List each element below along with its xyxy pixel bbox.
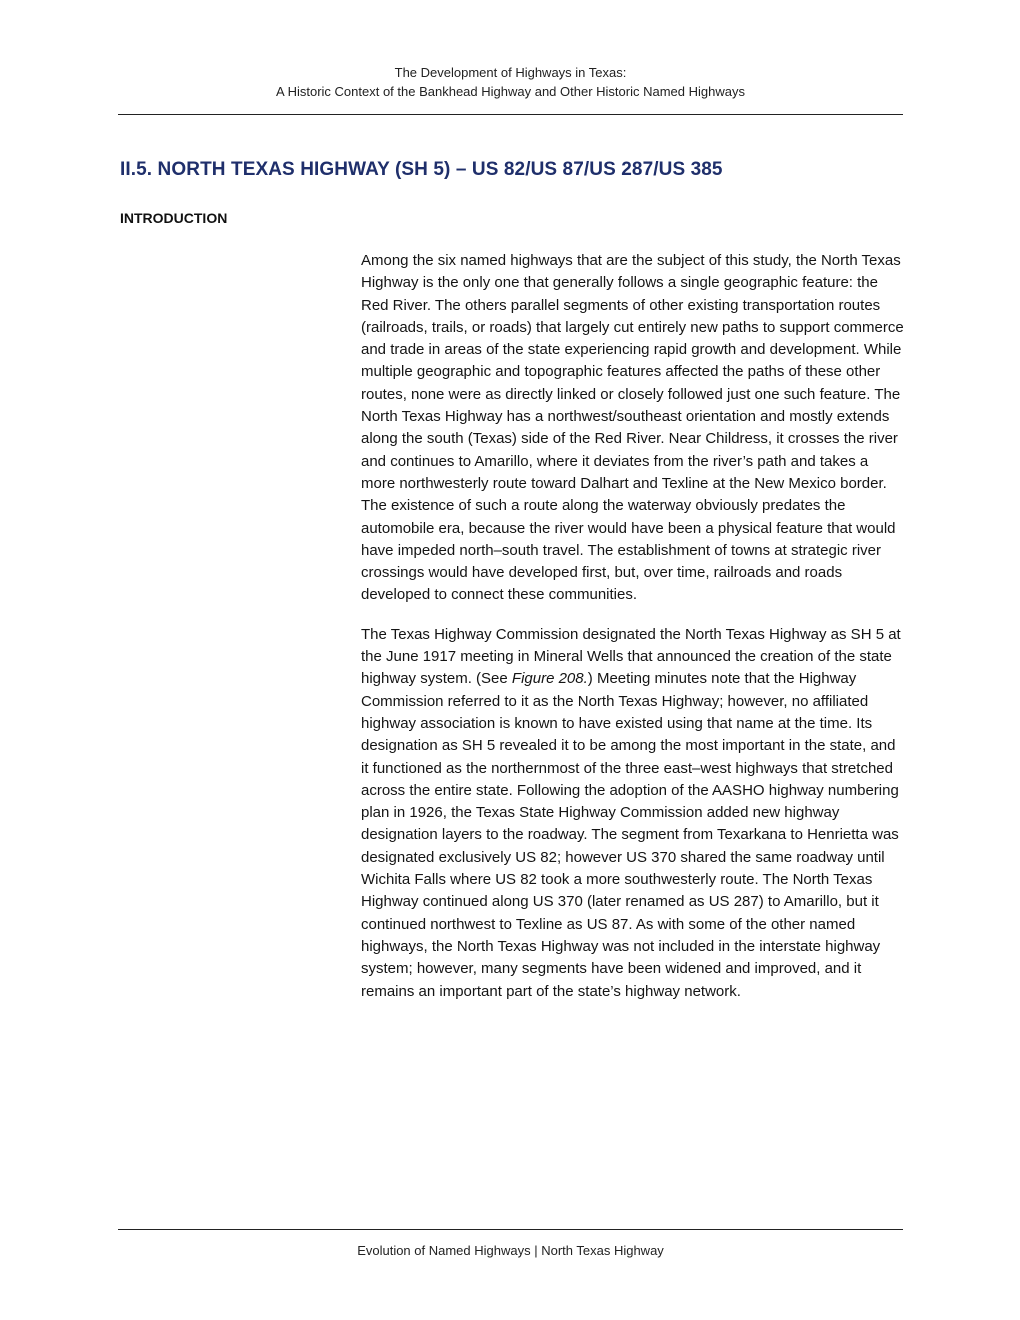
footer-divider [118, 1229, 903, 1230]
running-footer: Evolution of Named Highways | North Texas Highway [357, 1243, 664, 1258]
header-line-2: A Historic Context of the Bankhead Highway and Other Historic Named Highways [276, 84, 745, 99]
header-divider [118, 114, 903, 115]
figure-reference: Figure 208. [511, 670, 588, 688]
paragraph-2-part-1: The Texas Highway Commission designated the North Texas Highway as SH 5 at the June 1917 meeting in Mineral Wells that announced the creation of the state highway system. (See [361, 625, 901, 688]
introduction-heading: INTRODUCTION [120, 210, 228, 226]
paragraph-2 [361, 624, 906, 1003]
paragraph-2-part-2: ) Meeting minutes note that the Highway Commission referred to it as the North Texas Highway; however, no affiliated highway association is known to have existed using that name at the time. Its designation as SH 5 revealed it to be among the most important in the state, and it functioned as the northernmost of the three east–west highways that stretched across the entire state. Following the adoption of the AASHO highway numbering plan in 1926, the Texas State Highway Commission added new highway designation layers to the roadway. The segment from Texarkana to Henrietta was designated exclusively US 82; however US 370 shared the same roadway until Wichita Falls where US 82 took a more southwesterly route. The North Texas Highway continued along US 370 (later renamed as US 287) to Amarillo, but it continued northwest to Texline as US 87. As with some of the other named highways, the North Texas Highway was not included in the interstate highway system; however, many segments have been widened and improved, and it remains an important part of the state’s highway network. [361, 670, 899, 1000]
running-header [118, 63, 903, 101]
body-text [361, 250, 906, 1020]
paragraph-1: Among the six named highways that are the subject of this study, the North Texas Highway is the only one that generally follows a single geographic feature: the Red River. The others parallel segments of other existing transportation routes (railroads, trails, or roads) that largely cut entirely new paths to support commerce and trade in areas of the state experiencing rapid growth and development. While multiple geographic and topographic features affected the paths of these other routes, none were as directly linked or closely followed just one such feature. The North Texas Highway has a northwest/southeast orientation and mostly extends along the south (Texas) side of the Red River. Near Childress, it crosses the river and continues to Amarillo, where it deviates from the river’s path and takes a more northwesterly route toward Dalhart and Texline at the New Mexico border. The existence of such a route along the waterway obviously predates the automobile era, because the river would have been a physical feature that would have impeded north–south travel. The establishment of towns at strategic river crossings would have developed first, but, over time, railroads and roads developed to connect these communities. [361, 252, 904, 604]
section-title: II.5. NORTH TEXAS HIGHWAY (SH 5) – US 82/US 87/US 287/US 385 [120, 159, 723, 180]
header-line-1: The Development of Highways in Texas: [394, 65, 627, 80]
